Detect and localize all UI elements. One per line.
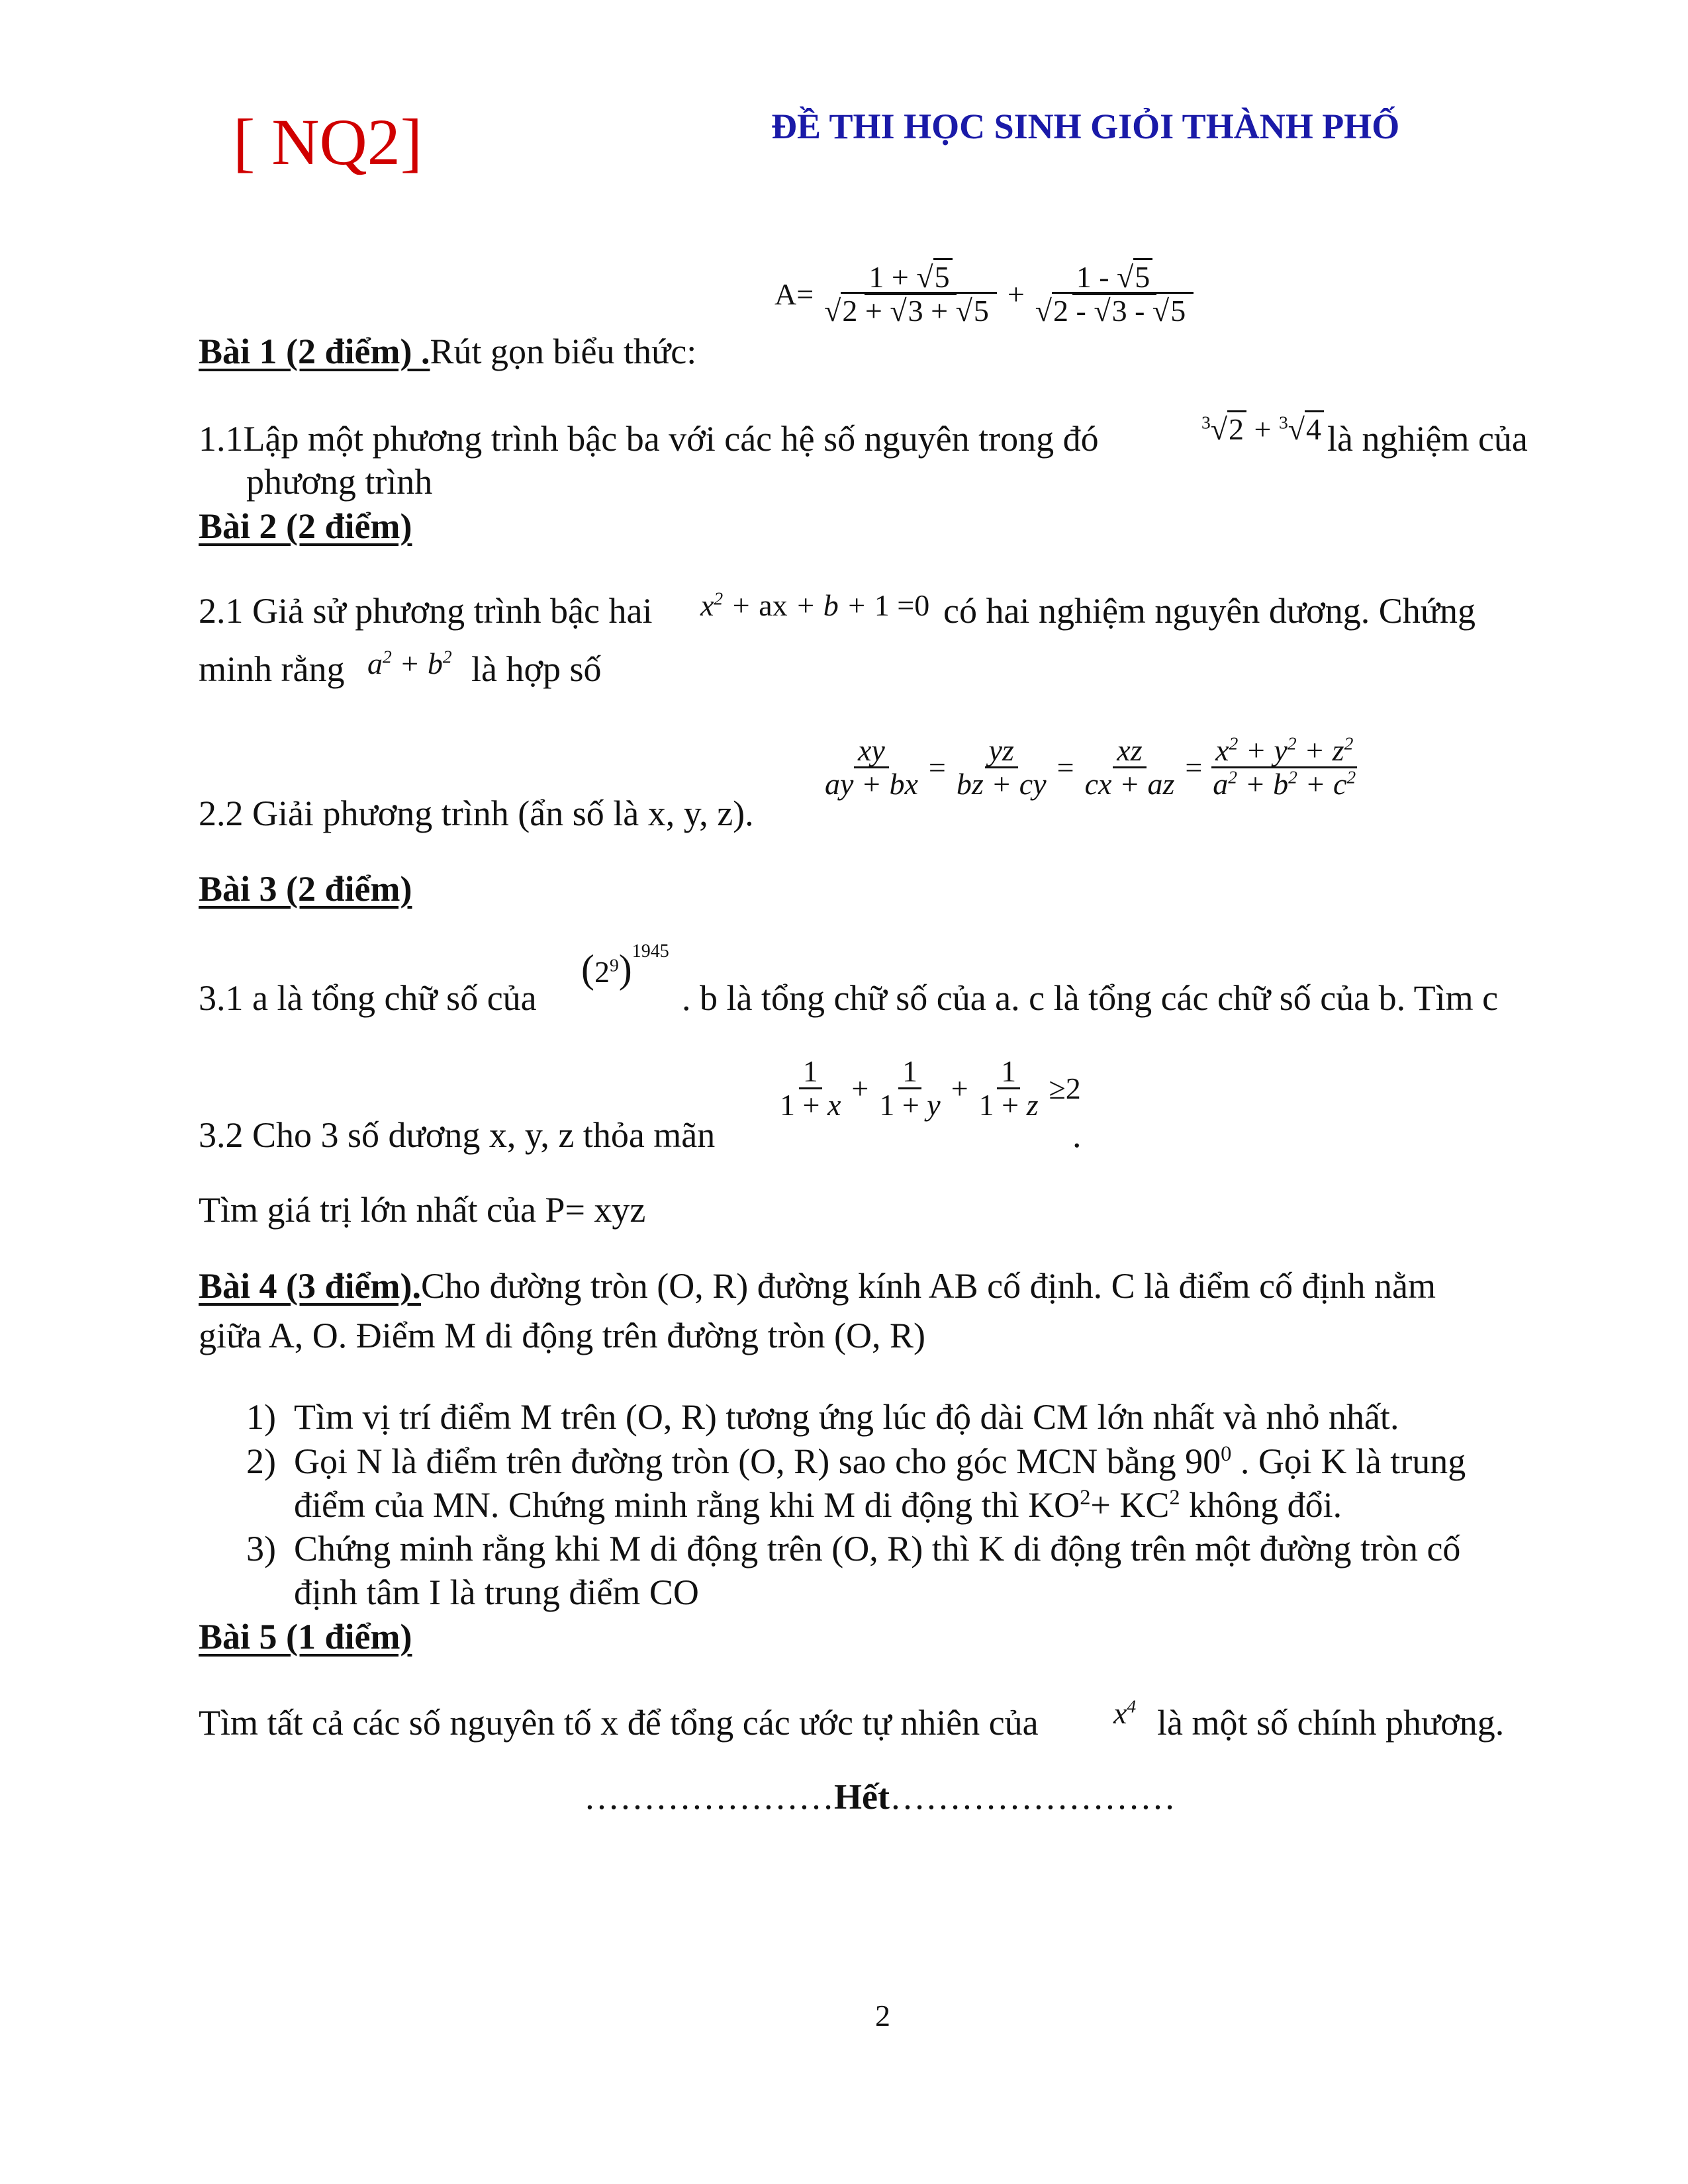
doc-title: ĐỀ THI HỌC SINH GIỎI THÀNH PHỐ [771,107,1400,146]
q31-line-tail: . b là tổng chữ số của a. c là tổng các chữ số của b. Tìm c [682,978,1499,1018]
end-marker: …………………Hết…………………… [584,1777,1176,1817]
bai5-line: Tìm tất cả các số nguyên tố x để tổng các ước tự nhiên của [199,1703,1039,1743]
formula-A-frac1: $\frac{1 + √5}{√2 + √3 + √5}$ [820,261,1001,328]
q31-formula: $(2^9)^{1945}$ [581,941,669,991]
q22-formula: $\frac{xy}{ay + bx}$ = $\frac{yz}{bz + cy}$ = $\frac{xz}{cx + az}$ = $\frac{x^2 + y^2 + z^2}{a^2 + b^2 + c^2}$ [821,735,1360,801]
bai4-item-3: 3) Chứng minh rằng khi M di động trên (O, R) thì K di động trên một đường tròn cố [246,1529,1461,1569]
bai5-formula: $x^4$ [1113,1696,1137,1730]
bai1-heading: Bài 1 (2 điểm) . [199,332,430,371]
page-number: 2 [875,1999,890,2032]
bai5-line-tail: là một số chính phương. [1157,1703,1505,1743]
q11-formula: $^3$√2 + $^3$√4 [1201,412,1324,447]
bai4-item-2: 2) Gọi N là điểm trên đường tròn (O, R) sao cho góc MCN bằng $90^0$ . Gọi K là trung [246,1441,1466,1481]
formula-A: A= $\frac{1 + √5}{√2 + √3 + √5}$ + $\frac{1 - √5}{√2 - √3 - √5}$ [774,261,1197,328]
bai4-line2: giữa A, O. Điểm M di động trên đường tròn (O, R) [199,1316,925,1355]
bai5-heading: Bài 5 (1 điểm) [199,1617,412,1657]
formula-A-label: A= [774,277,814,312]
formula-A-frac2: $\frac{1 - √5}{√2 - √3 - √5}$ [1031,261,1197,328]
q32-line: 3.2 Cho 3 số dương x, y, z thỏa mãn [199,1115,716,1155]
bai4-item-3-line2: định tâm I là trung điểm CO [294,1572,699,1612]
bai4-item-1: 1) Tìm vị trí điểm M trên (O, R) tương ứng lúc độ dài CM lớn nhất và nhỏ nhất. [246,1397,1399,1437]
bai4-heading: Bài 4 (3 điểm). [199,1266,421,1306]
q21-formula2: $a^2 + b^2$ [367,646,452,680]
q11-tail: là nghiệm của [1327,419,1528,459]
q11-line1 [199,417,1099,461]
bai1-line [199,330,696,373]
q21-line2-tail: là hợp số [471,649,602,689]
q21-line1-tail: có hai nghiệm nguyên dương. Chứng [943,591,1476,631]
q32-formula: $\frac{1}{1 + x}$ + $\frac{1}{1 + y}$ + $\frac{1}{1 + z}$ ≥2 [780,1054,1081,1122]
q11-text: Lập một phương trình bậc ba với các hệ số nguyên trong đó [243,419,1099,459]
doc-tag: [ NQ2] [233,105,423,179]
q32-line-period: . [1072,1115,1082,1155]
q21-line1: 2.1 Giả sử phương trình bậc hai [199,591,653,631]
end-word: Hết [834,1777,890,1817]
bai4-line1 [199,1264,1436,1308]
bai3-heading: Bài 3 (2 điểm) [199,869,412,909]
bai4-intro: Cho đường tròn (O, R) đường kính AB cố định. C là điểm cố định nằm [420,1266,1436,1306]
q32-line2: Tìm giá trị lớn nhất của P= xyz [199,1190,646,1230]
q11-line2: phương trình [246,462,433,502]
q31-line: 3.1 a là tổng chữ số của [199,978,537,1018]
q21-line2: minh rằng [199,649,345,689]
bai1-intro: Rút gọn biểu thức: [430,332,697,371]
q22-line: 2.2 Giải phương trình (ẩn số là x, y, z). [199,794,754,833]
q11-number: 1.1 [199,419,244,459]
q21-formula: $x^2$ + ax + b + 1 =0 [700,588,930,622]
bai2-heading: Bài 2 (2 điểm) [199,506,412,546]
bai4-item-2-line2: điểm của MN. Chứng minh rằng khi M di động thì $KO^2+ KC^2$ không đổi. [294,1485,1342,1525]
